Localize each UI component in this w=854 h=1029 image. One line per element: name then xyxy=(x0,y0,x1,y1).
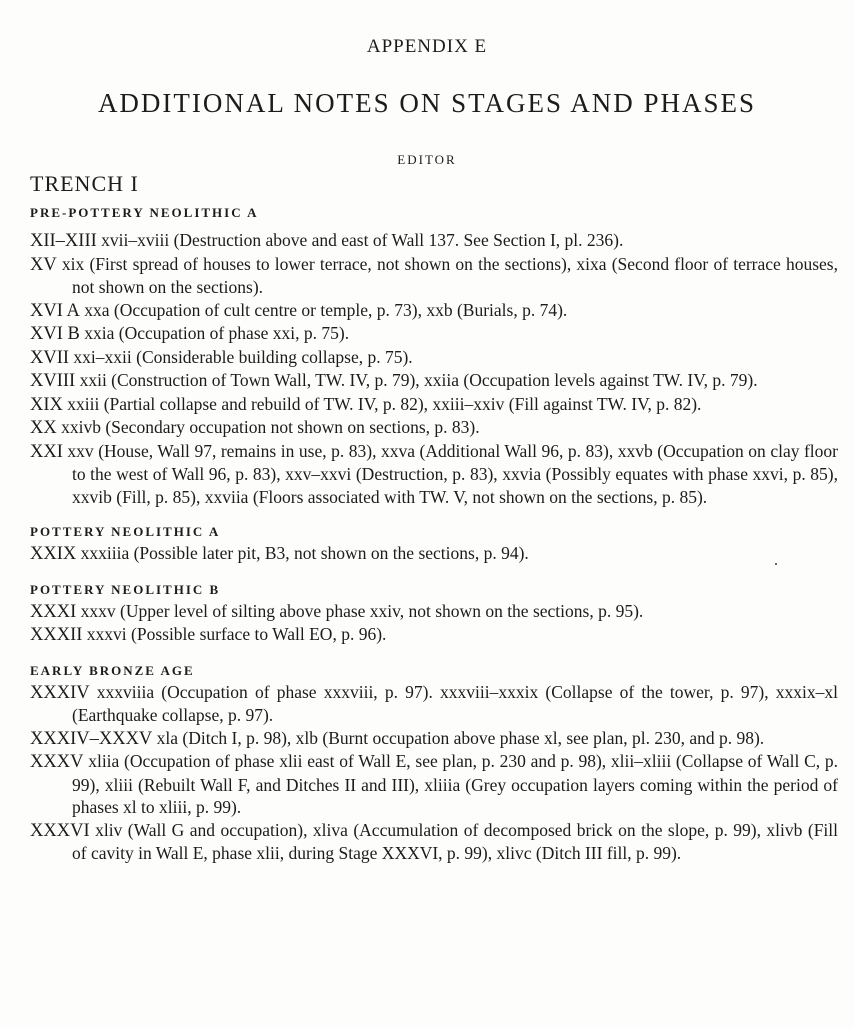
stage-number: XXI xyxy=(30,441,63,462)
stage-number: XX xyxy=(30,418,57,438)
stage-number: XXIX xyxy=(30,544,77,564)
phase-text: xla (Ditch I, p. 98), xlb (Burnt occupation above phase xl, see plan, pl. 230, and p. 98). xyxy=(156,727,765,748)
phase-text: xxiii (Partial collapse and rebuild of TW. IV, p. 82), xxiii–xxiv (Fill against TW. IV, p. 82). xyxy=(67,393,702,414)
phase-text: xliv (Wall G and occupation), xliva (Accumulation of decomposed brick on the slope, p. 99), xlivb (Fill of cavity in Wall E, phase xlii, during Stage XXXVI, p. 99), xlivc (Ditch III fill, p. 99). xyxy=(72,819,839,863)
phase-text: xxxvi (Possible surface to Wall EO, p. 96). xyxy=(86,624,387,644)
stage-number: XII–XIII xyxy=(30,231,97,251)
stage-number: XXXIV xyxy=(30,682,90,703)
phase-text: xxia (Occupation of phase xxi, p. 75). xyxy=(84,323,350,343)
stage-number: XXXII xyxy=(30,625,83,645)
phase-text: xxa (Occupation of cult centre or temple, p. 73), xxb (Burials, p. 74). xyxy=(84,299,568,320)
print-speck xyxy=(775,563,777,565)
stage-number: XXXVI xyxy=(30,820,90,841)
stage-entry xyxy=(30,542,838,566)
stage-number: XVI A xyxy=(30,300,80,321)
stage-entry xyxy=(30,299,838,323)
stage-number: XVIII xyxy=(30,371,76,391)
phase-text: xxi–xxii (Considerable building collapse, p. 75). xyxy=(73,346,413,367)
stage-number: XXXIV–XXXV xyxy=(30,728,153,749)
section-pottery-neolithic-a xyxy=(30,522,838,566)
phase-text: xxii (Construction of Town Wall, TW. IV, p. 79), xxiia (Occupation levels against TW. IV, p. 79). xyxy=(79,370,758,390)
phase-text: xix (First spread of houses to lower terrace, not shown on the sections), xixa (Second floor of terrace houses, not shown on the sections). xyxy=(61,253,838,297)
stage-entry xyxy=(30,369,838,393)
section-early-bronze-age xyxy=(30,661,838,865)
stage-entry xyxy=(30,253,838,299)
stage-entry xyxy=(30,819,838,865)
section-heading: PRE-POTTERY NEOLITHIC A xyxy=(30,205,259,220)
section-heading: EARLY BRONZE AGE xyxy=(30,662,195,678)
stage-entry xyxy=(30,623,838,647)
section-heading: POTTERY NEOLITHIC A xyxy=(30,524,221,539)
stage-number: XVII xyxy=(30,347,70,368)
page-title: ADDITIONAL NOTES ON STAGES AND PHASES xyxy=(97,88,757,118)
stage-number: XXXI xyxy=(30,601,77,622)
phase-text: xxxiiia (Possible later pit, B3, not shown on the sections, p. 94). xyxy=(80,543,529,563)
stage-entry xyxy=(30,229,838,253)
phase-text: xvii–xviii (Destruction above and east of Wall 137. See Section I, pl. 236). xyxy=(101,230,624,250)
stage-entry xyxy=(30,440,838,509)
stage-number: XIX xyxy=(30,394,63,415)
phase-text: xxivb (Secondary occupation not shown on sections, p. 83). xyxy=(61,417,480,437)
phase-text: xxxviiia (Occupation of phase xxxviii, p. 97). xxxviii–xxxix (Collapse of the tower, p. 97), xxxix–xl (Earthquake collapse, p. 97). xyxy=(72,681,838,725)
stage-entry xyxy=(30,600,838,624)
stage-number: XVI B xyxy=(30,324,80,344)
stage-number: XV xyxy=(30,254,57,275)
phase-text: xxxv (Upper level of silting above phase xxiv, not shown on the sections, p. 95). xyxy=(80,600,644,621)
phase-text: xxv (House, Wall 97, remains in use, p. 83), xxva (Additional Wall 96, p. 83), xxvb (Occupation on clay floor to the west of Wall 96, p. 83), xxv–xxvi (Destruction, p. 83), xxvia (Possibly equates with phase xxvi, p. 85), xxvib (Fill, p. 85), xxviia (Floors associated with TW. V, not shown on the sections, p. 85). xyxy=(67,440,838,507)
author-label: EDITOR xyxy=(397,152,457,167)
trench-heading: TRENCH I xyxy=(30,171,139,196)
section-pre-pottery-neolithic-a xyxy=(30,203,838,508)
stage-entry xyxy=(30,416,838,440)
stages-content xyxy=(30,203,838,865)
stage-entry xyxy=(30,681,838,727)
stage-entry xyxy=(30,322,838,346)
section-heading: POTTERY NEOLITHIC B xyxy=(30,581,221,597)
section-pottery-neolithic-b xyxy=(30,580,838,647)
appendix-label: APPENDIX E xyxy=(366,36,488,57)
stage-entry xyxy=(30,393,838,417)
stage-entry xyxy=(30,346,838,370)
stage-entry xyxy=(30,727,838,751)
phase-text: xliia (Occupation of phase xlii east of Wall E, see plan, p. 230 and p. 98), xlii–xliii (Collapse of Wall C, p. 99), xliii (Rebuilt Wall F, and Ditches II and III), xliiia (Grey occupation layers coming within the period of phases xl to xliii, p. 99). xyxy=(72,751,838,817)
stage-entry xyxy=(30,750,838,819)
stage-number: XXXV xyxy=(30,752,84,772)
